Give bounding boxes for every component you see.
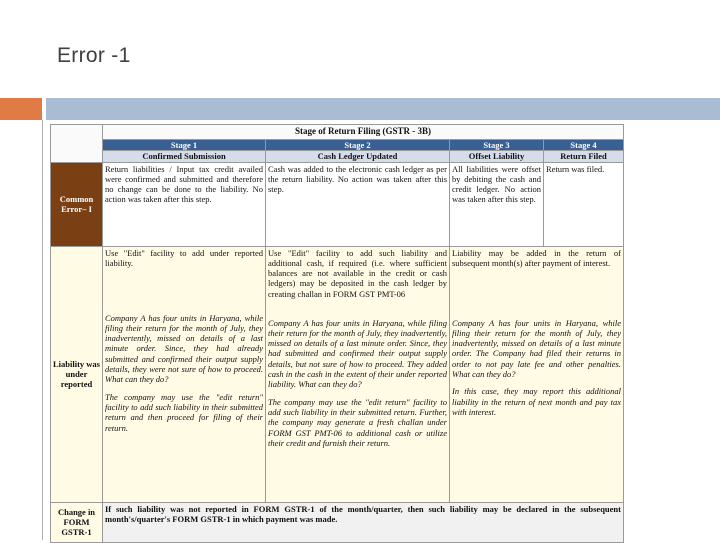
row2-stage2-example: Company A has four units in Haryana, while filing their return for the month of July, they inadvertently, missed on details of a last minute order. Since, they had submitted and confirmed their output supply details, but not sure of how to proceed. They added cash in the cash in the extent of their under reported liability. What can they do?	[268, 317, 447, 390]
row1-stage4-cell: Return was filed.	[544, 162, 624, 246]
row2-stage3-answer: In this case, they may report this additional liability in the return of next month and pay tax with interest.	[452, 386, 621, 417]
row-header-change-gstr1: Change in FORM GSTR-1	[51, 502, 103, 542]
gst-return-stage-table	[50, 124, 624, 543]
row2-stage1-action: Use "Edit" facility to add under reported liability.	[105, 247, 263, 268]
stage-2-title: Cash Ledger Updated	[266, 151, 450, 162]
row2-stage2-action: Use "Edit" facility to add such liability and additional cash, if required (i.e. where sufficient balances are not available in the credit or cash ledgers) may be deposited in the cash ledger by creating challan in FORM GST PMT-06	[268, 247, 447, 299]
table-corner	[51, 125, 103, 163]
divider-line	[42, 120, 43, 540]
row-header-common-error: Common Error– I	[51, 162, 103, 246]
row2-stage3-example: Company A has four units in Haryana, while filing their return for the month of July, they inadvertently, missed on details of a last minute order. The Company had filed their returns in order to not pay late fee and other penalties. What can they do?	[452, 317, 621, 380]
row-header-liability-under-reported: Liability was under reported	[51, 246, 103, 502]
stage-1-label: Stage 1	[103, 140, 266, 151]
stage-4-label: Stage 4	[544, 140, 624, 151]
stage-3-title: Offset Liability	[450, 151, 544, 162]
row2-stage1-answer: The company may use the "edit return" facility to add such liability in their submitted return and then proceed for filing of their return.	[105, 391, 263, 433]
table-main-header: Stage of Return Filing (GSTR - 3B)	[103, 125, 624, 140]
row2-stage2-answer: The company may use the "edit return" facility to add such liability in their submitted return. Further, the company may generate a fresh challan under FORM GST PMT-06 to additional cash or utilize their credit and furnish their return.	[268, 396, 447, 448]
row1-stage3-cell: All liabilities were offset by debiting the cash and credit ledger. No action was taken after this step.	[450, 162, 544, 246]
row1-stage2-cell: Cash was added to the electronic cash ledger as per the return liability. No action was taken after this step.	[266, 162, 450, 246]
stage-2-label: Stage 2	[266, 140, 450, 151]
row2-stage3-action: Liability may be added in the return of subsequent month(s) after payment of interest.	[452, 247, 621, 268]
stage-4-title: Return Filed	[544, 151, 624, 162]
accent-bar-blue	[46, 98, 720, 120]
row2-stage1-example: Company A has four units in Haryana, while filing their return for the month of July, they inadvertently, missed on details of a last minute order. Since, they had already submitted and confirmed their output supply details, they were not sure of how to proceed. What can they do?	[105, 312, 263, 385]
row2-stage1-cell	[103, 246, 266, 502]
row2-stage3-4-cell	[450, 246, 624, 502]
stage-1-title: Confirmed Submission	[103, 151, 266, 162]
accent-bar-orange	[0, 98, 42, 120]
row3-text-cell: If such liability was not reported in FORM GSTR-1 of the month/quarter, then such liability may be declared in the subsequent month's/quarter's FORM GSTR-1 in which payment was made.	[103, 502, 624, 542]
row2-stage2-cell	[266, 246, 450, 502]
stage-3-label: Stage 3	[450, 140, 544, 151]
slide-title: Error -1	[57, 44, 131, 67]
row1-stage1-cell: Return liabilities / Input tax credit availed were confirmed and submitted and therefore no change can be done to the liability. No action was taken after this step.	[103, 162, 266, 246]
